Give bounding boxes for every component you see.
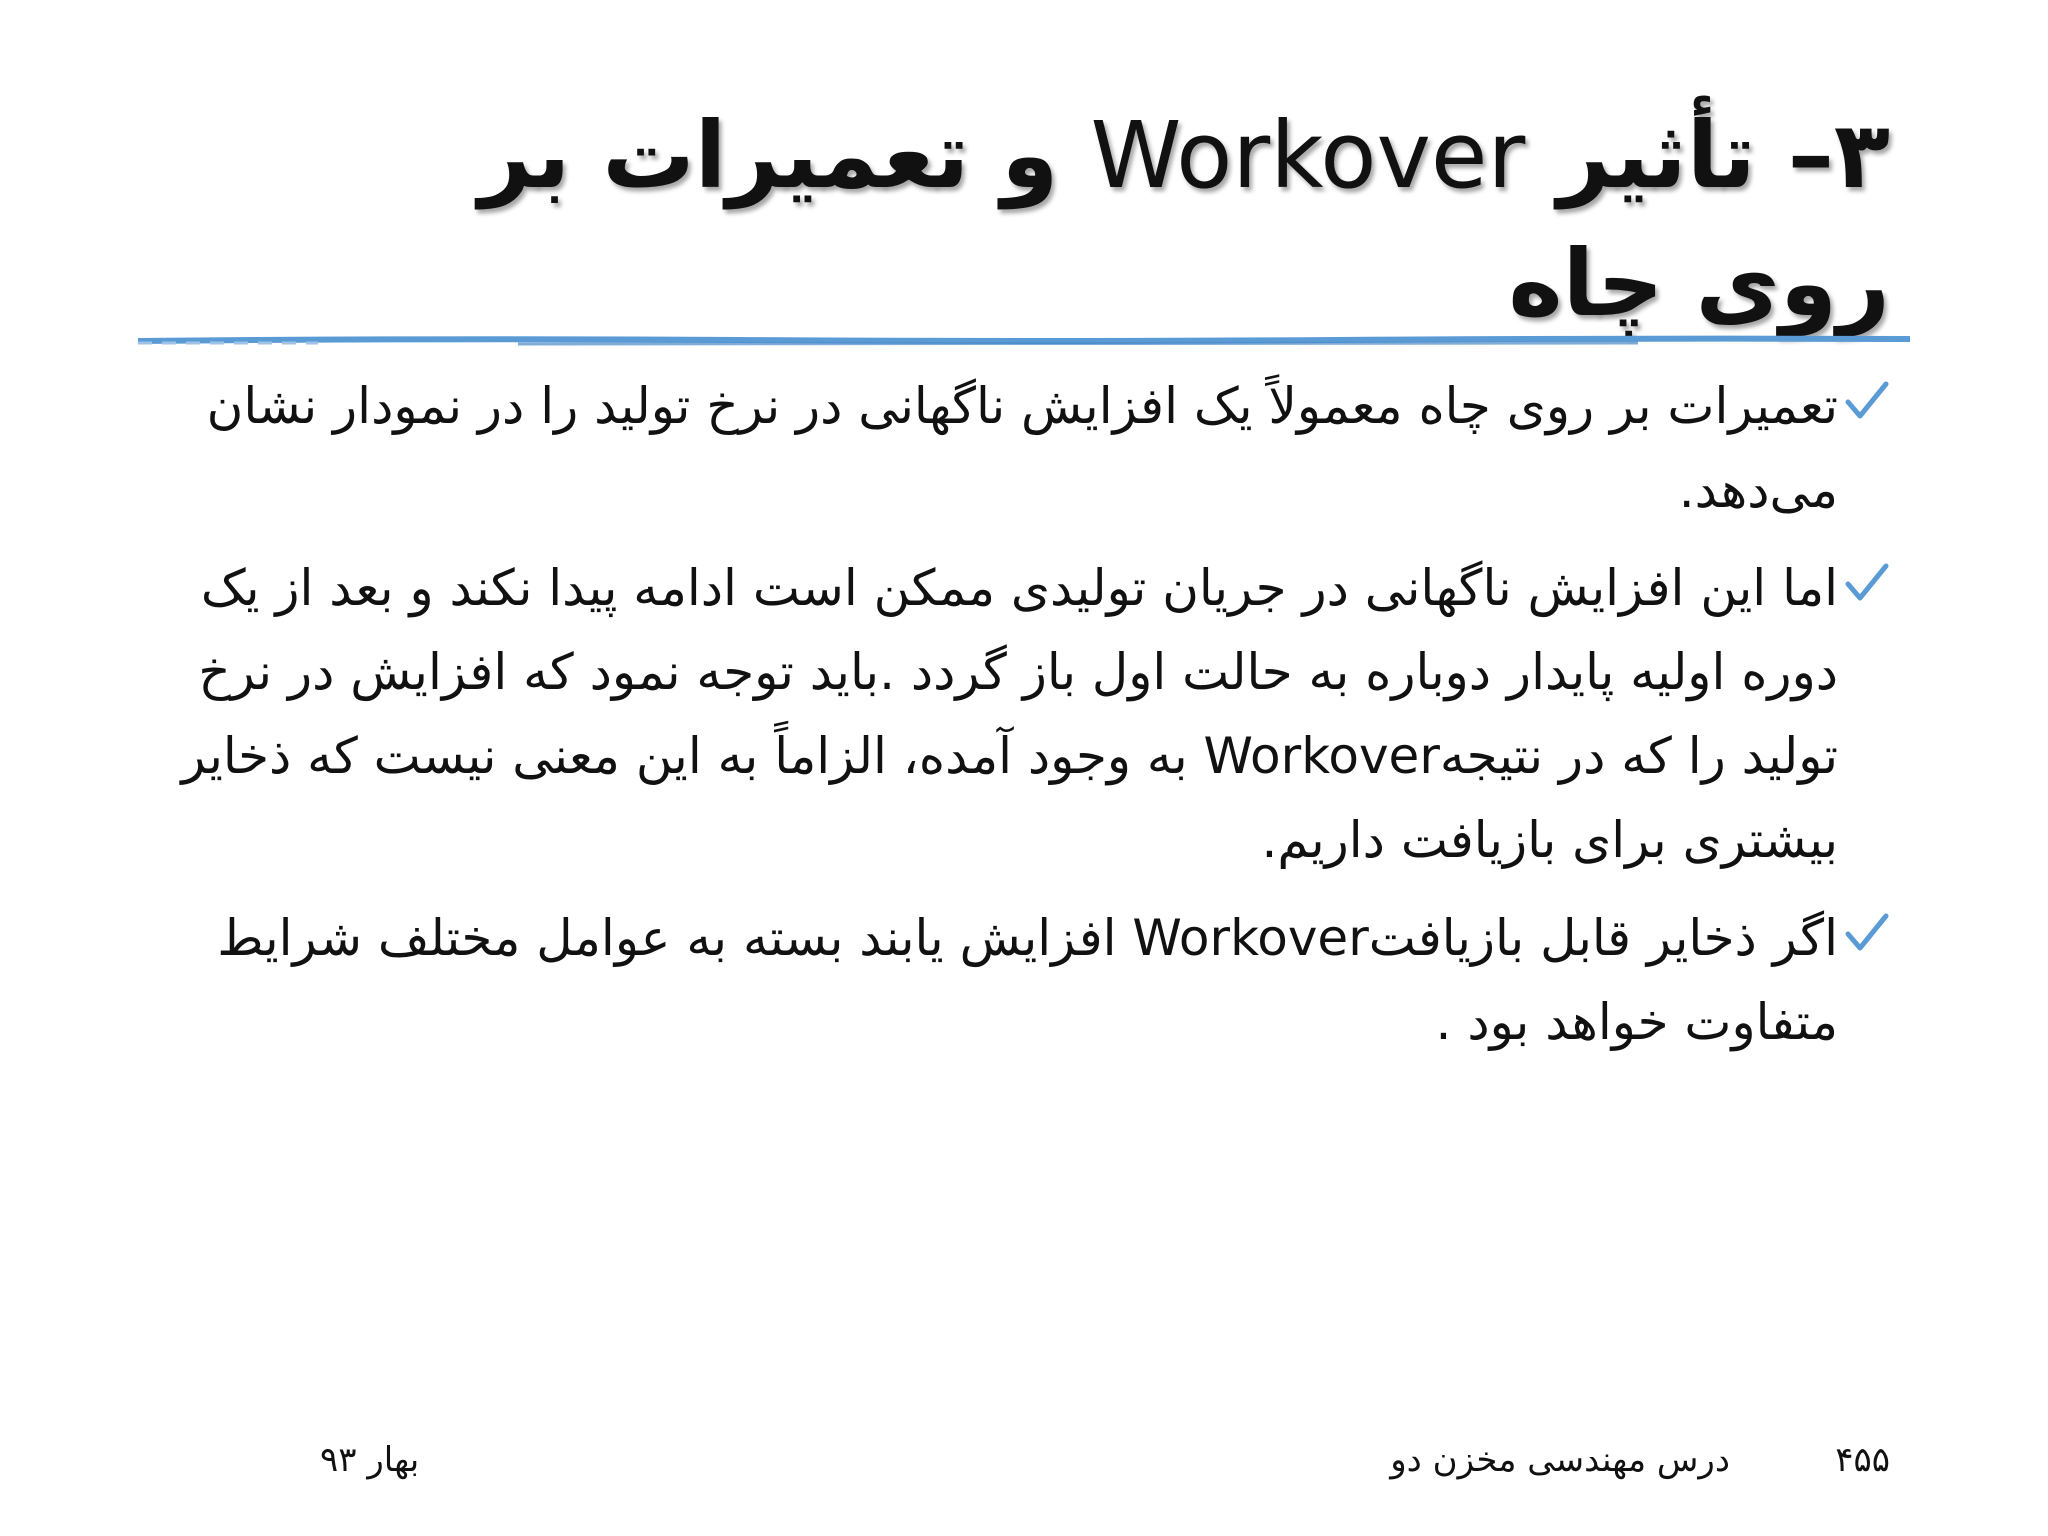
footer-course-name: درس مهندسی مخزن دو (1390, 1440, 1730, 1480)
footer-page-number: ۴۵۵ (1835, 1440, 1890, 1480)
bullet-item-1 (160, 364, 1890, 532)
title-text-latin: Workover (1090, 102, 1526, 209)
checkmark-icon (1844, 910, 1890, 956)
slide-title (330, 92, 1890, 348)
bullet-text-1: تعمیرات بر روی چاه معمولاً یک افزایش ناگهانی در نرخ تولید را در نمودار نشان می‌دهد. (206, 377, 1838, 519)
bullet-list (160, 364, 1890, 1078)
bullet-item-2 (160, 546, 1890, 882)
checkmark-icon (1844, 378, 1890, 424)
title-text-part2: و تعمیرات بر روی چاه (478, 102, 1890, 337)
title-divider (138, 334, 1910, 348)
bullet-text-3: اگر ذخایر قابل بازیافتWorkover افزایش یابند بسته به عوامل مختلف شرایط متفاوت خواهد بود . (217, 909, 1838, 1051)
title-text-part1: ۳– تأثیر (1525, 102, 1890, 209)
bullet-text-2: اما این افزایش ناگهانی در جریان تولیدی ممکن است ادامه پیدا نکند و بعد از یک دوره اولیه پایدار دوباره به حالت اول باز گردد .باید توجه نمود که افزایش در نرخ تولید را که در نتیجهWorkover به وجود آمده، الزاماً به این معنی نیست که ذخایر بیشتری برای بازیافت داریم. (181, 559, 1838, 869)
bullet-item-3 (160, 896, 1890, 1064)
footer-date: بهار ۹۳ (320, 1440, 420, 1480)
checkmark-icon (1844, 560, 1890, 606)
